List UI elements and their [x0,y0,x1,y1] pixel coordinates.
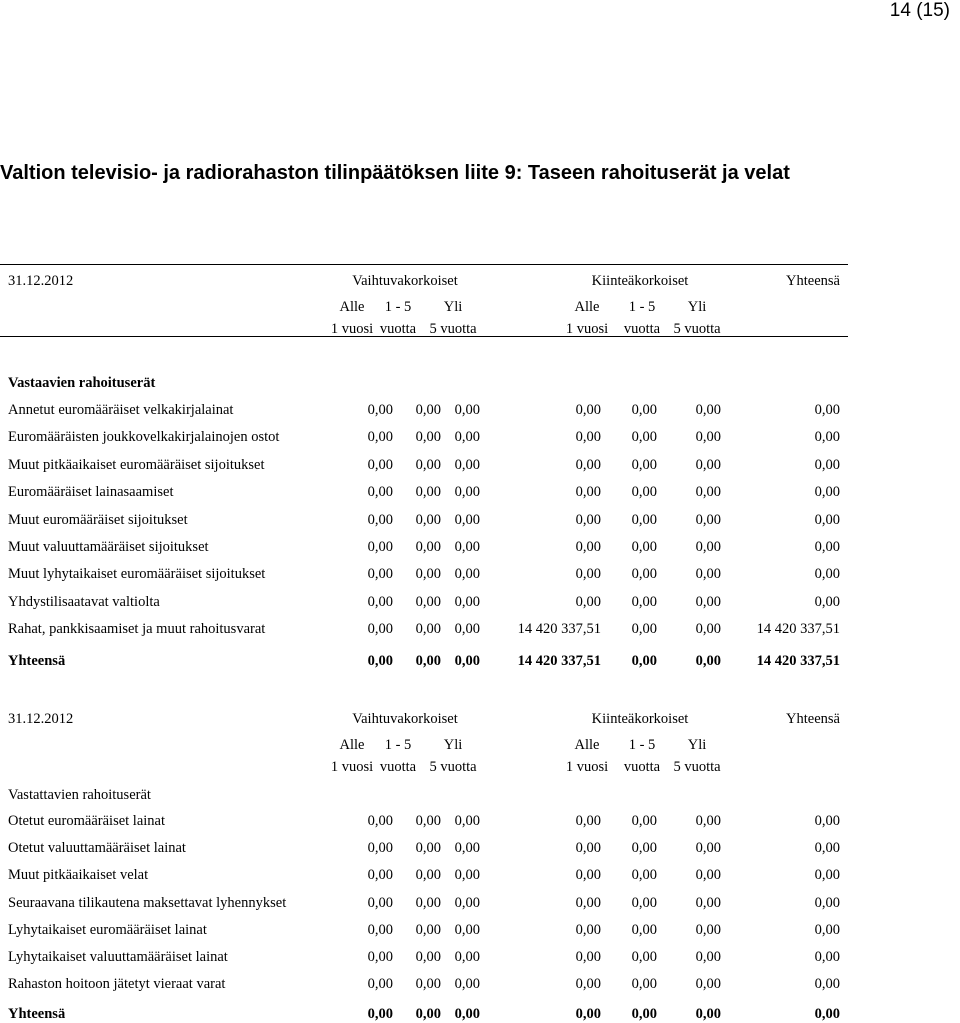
liabilities-cell: 0,00 [575,976,601,993]
assets-cell: 0,00 [415,402,441,418]
assets-row-label: Muut euromääräiset sijoitukset [8,511,188,528]
liabilities-cell: 0,00 [454,921,480,938]
assets-cell: 0,00 [367,456,393,473]
assets-cell: 0,00 [631,539,657,555]
assets-cell: 0,00 [695,402,721,418]
liabilities-cell: 0,00 [814,921,840,938]
assets-cell: 0,00 [695,539,721,555]
liabilities-cell: 0,00 [631,894,657,911]
assets-row-label: Yhdystilisaatavat valtiolta [8,593,160,610]
liabilities-row-label: Otetut valuuttamääräiset lainat [8,840,186,857]
liabilities-row-label: Lyhytaikaiset euromääräiset lainat [8,921,207,938]
liabilities-total-row-label: Yhteensä [8,1006,66,1022]
assets-cell: 0,00 [415,511,441,528]
liabilities-cell: 0,00 [454,840,480,857]
assets-cell: 0,00 [814,539,840,555]
assets-subheader-top: Alle [574,299,600,315]
assets-subheader-bottom: vuotta [379,321,417,337]
assets-total-cell: 0,00 [367,653,393,669]
liabilities-cell: 0,00 [367,894,393,911]
liabilities-subheader-bottom: 5 vuotta [673,759,721,775]
liabilities-cell: 0,00 [814,840,840,857]
assets-row-label: Annetut euromääräiset velkakirjalainat [8,402,234,418]
liabilities-total-cell: 0,00 [575,1006,601,1022]
table-top-rule [0,264,848,265]
liabilities-subheader-top: Yli [443,737,463,753]
liabilities-subheader-bottom: vuotta [623,759,661,775]
assets-cell: 0,00 [367,402,393,418]
liabilities-cell: 0,00 [695,894,721,911]
assets-cell: 0,00 [631,429,657,446]
liabilities-total-cell: 0,00 [454,1006,480,1022]
liabilities-header-total: Yhteensä [786,711,840,727]
assets-cell: 0,00 [454,621,480,638]
liabilities-section-heading: Vastattavien rahoituserät [8,787,151,803]
liabilities-cell: 0,00 [415,976,441,993]
assets-cell: 0,00 [575,484,601,501]
assets-cell: 0,00 [631,621,657,638]
liabilities-cell: 0,00 [631,813,657,829]
assets-row-label: Muut lyhytaikaiset euromääräiset sijoitukset [8,566,266,583]
liabilities-cell: 0,00 [575,921,601,938]
assets-cell: 0,00 [367,566,393,583]
assets-cell: 0,00 [367,484,393,501]
liabilities-total-cell: 0,00 [367,1006,393,1022]
assets-cell: 0,00 [814,566,840,583]
liabilities-cell: 0,00 [575,867,601,884]
liabilities-header-fixed-rate: Kiinteäkorkoiset [591,711,689,727]
assets-subheader-top: Alle [339,299,365,315]
assets-cell: 0,00 [575,511,601,528]
liabilities-total-cell: 0,00 [695,1006,721,1022]
liabilities-cell: 0,00 [631,867,657,884]
assets-subheader-bottom: 1 vuosi [330,321,374,337]
liabilities-subheader-top: 1 - 5 [628,737,656,753]
assets-cell: 0,00 [454,539,480,555]
assets-row-label: Muut pitkäaikaiset euromääräiset sijoitukset [8,456,265,473]
assets-subheader-top: Yli [443,299,463,315]
liabilities-cell: 0,00 [415,921,441,938]
assets-date-label: 31.12.2012 [8,273,74,289]
assets-cell: 0,00 [695,621,721,638]
assets-cell: 0,00 [367,593,393,610]
assets-total-cell: 14 420 337,51 [756,653,840,669]
assets-row-label: Euromääräisten joukkovelkakirjalainojen ostot [8,429,280,446]
assets-cell: 0,00 [695,593,721,610]
liabilities-cell: 0,00 [367,949,393,965]
assets-cell: 0,00 [695,456,721,473]
liabilities-header-variable-rate: Vaihtuvakorkoiset [352,711,458,727]
assets-cell: 0,00 [454,593,480,610]
assets-cell: 0,00 [695,429,721,446]
assets-cell: 0,00 [695,484,721,501]
assets-cell: 0,00 [575,539,601,555]
assets-total-cell: 0,00 [415,653,441,669]
assets-cell: 0,00 [415,621,441,638]
header-bottom-rule [0,336,848,337]
liabilities-row-label: Seuraavana tilikautena maksettavat lyhennykset [8,894,287,911]
liabilities-cell: 0,00 [454,949,480,965]
liabilities-cell: 0,00 [695,867,721,884]
assets-cell: 0,00 [814,429,840,446]
assets-cell: 0,00 [415,539,441,555]
assets-cell: 0,00 [814,402,840,418]
liabilities-total-cell: 0,00 [814,1006,840,1022]
assets-cell: 0,00 [814,511,840,528]
liabilities-cell: 0,00 [695,949,721,965]
assets-header-fixed-rate: Kiinteäkorkoiset [591,273,689,289]
assets-subheader-top: 1 - 5 [628,299,656,315]
assets-header-total: Yhteensä [786,273,840,289]
document-title: Valtion televisio- ja radiorahaston tilinpäätöksen liite 9: Taseen rahoituserät ja velat [0,162,790,184]
assets-cell: 0,00 [454,484,480,501]
liabilities-row-label: Muut pitkäaikaiset velat [8,867,149,884]
liabilities-cell: 0,00 [575,840,601,857]
liabilities-cell: 0,00 [631,921,657,938]
assets-cell: 0,00 [367,621,393,638]
assets-cell: 0,00 [415,484,441,501]
assets-row-label: Euromääräiset lainasaamiset [8,484,174,501]
assets-total-cell: 14 420 337,51 [517,653,601,669]
liabilities-cell: 0,00 [367,976,393,993]
assets-cell: 0,00 [631,593,657,610]
assets-cell: 0,00 [631,566,657,583]
assets-total-row-label: Yhteensä [8,653,66,669]
assets-cell: 0,00 [454,566,480,583]
assets-subheader-top: Yli [687,299,707,315]
liabilities-cell: 0,00 [454,813,480,829]
assets-cell: 0,00 [695,566,721,583]
liabilities-subheader-top: Alle [574,737,600,753]
liabilities-cell: 0,00 [814,813,840,829]
liabilities-cell: 0,00 [695,840,721,857]
liabilities-cell: 0,00 [454,976,480,993]
assets-cell: 0,00 [367,429,393,446]
liabilities-cell: 0,00 [454,894,480,911]
assets-subheader-bottom: vuotta [623,321,661,337]
assets-total-cell: 0,00 [454,653,480,669]
assets-cell: 0,00 [814,484,840,501]
liabilities-cell: 0,00 [695,976,721,993]
assets-cell: 0,00 [631,456,657,473]
assets-cell: 0,00 [454,511,480,528]
assets-cell: 0,00 [415,429,441,446]
assets-cell: 0,00 [367,511,393,528]
assets-cell: 0,00 [575,593,601,610]
assets-cell: 0,00 [631,402,657,418]
liabilities-cell: 0,00 [631,949,657,965]
assets-subheader-bottom: 5 vuotta [673,321,721,337]
liabilities-subheader-bottom: vuotta [379,759,417,775]
assets-row-label: Muut valuuttamääräiset sijoitukset [8,539,209,555]
assets-cell: 0,00 [454,456,480,473]
liabilities-subheader-top: Alle [339,737,365,753]
liabilities-cell: 0,00 [367,840,393,857]
liabilities-cell: 0,00 [814,949,840,965]
assets-cell: 0,00 [454,429,480,446]
liabilities-subheader-bottom: 5 vuotta [429,759,477,775]
liabilities-row-label: Otetut euromääräiset lainat [8,813,166,829]
assets-cell: 14 420 337,51 [517,621,601,638]
assets-cell: 0,00 [575,429,601,446]
liabilities-cell: 0,00 [631,976,657,993]
liabilities-row-label: Rahaston hoitoon jätetyt vieraat varat [8,976,226,993]
assets-cell: 0,00 [454,402,480,418]
liabilities-cell: 0,00 [695,813,721,829]
liabilities-total-cell: 0,00 [631,1006,657,1022]
assets-cell: 0,00 [415,593,441,610]
liabilities-cell: 0,00 [367,867,393,884]
assets-cell: 0,00 [575,456,601,473]
assets-section-heading: Vastaavien rahoituserät [8,375,156,391]
liabilities-subheader-top: 1 - 5 [384,737,412,753]
liabilities-cell: 0,00 [575,949,601,965]
assets-cell: 0,00 [367,539,393,555]
liabilities-cell: 0,00 [814,867,840,884]
liabilities-cell: 0,00 [367,921,393,938]
liabilities-cell: 0,00 [415,867,441,884]
assets-header-variable-rate: Vaihtuvakorkoiset [352,273,458,289]
liabilities-cell: 0,00 [631,840,657,857]
liabilities-subheader-bottom: 1 vuosi [565,759,609,775]
page-number: 14 (15) [889,0,950,21]
liabilities-date-label: 31.12.2012 [8,711,74,727]
assets-cell: 0,00 [814,593,840,610]
assets-subheader-top: 1 - 5 [384,299,412,315]
assets-total-cell: 0,00 [631,653,657,669]
liabilities-cell: 0,00 [575,894,601,911]
liabilities-subheader-top: Yli [687,737,707,753]
liabilities-subheader-bottom: 1 vuosi [330,759,374,775]
assets-subheader-bottom: 5 vuotta [429,321,477,337]
liabilities-row-label: Lyhytaikaiset valuuttamääräiset lainat [8,949,228,965]
liabilities-cell: 0,00 [695,921,721,938]
assets-cell: 0,00 [415,456,441,473]
liabilities-cell: 0,00 [415,840,441,857]
assets-subheader-bottom: 1 vuosi [565,321,609,337]
assets-cell: 0,00 [695,511,721,528]
assets-cell: 0,00 [631,511,657,528]
assets-total-cell: 0,00 [695,653,721,669]
liabilities-cell: 0,00 [454,867,480,884]
liabilities-cell: 0,00 [415,949,441,965]
liabilities-cell: 0,00 [575,813,601,829]
assets-row-label: Rahat, pankkisaamiset ja muut rahoitusvarat [8,621,266,638]
liabilities-cell: 0,00 [415,813,441,829]
assets-cell: 14 420 337,51 [756,621,840,638]
assets-cell: 0,00 [575,566,601,583]
assets-cell: 0,00 [631,484,657,501]
liabilities-cell: 0,00 [415,894,441,911]
assets-cell: 0,00 [415,566,441,583]
liabilities-cell: 0,00 [814,894,840,911]
liabilities-cell: 0,00 [814,976,840,993]
liabilities-cell: 0,00 [367,813,393,829]
assets-cell: 0,00 [814,456,840,473]
assets-cell: 0,00 [575,402,601,418]
liabilities-total-cell: 0,00 [415,1006,441,1022]
